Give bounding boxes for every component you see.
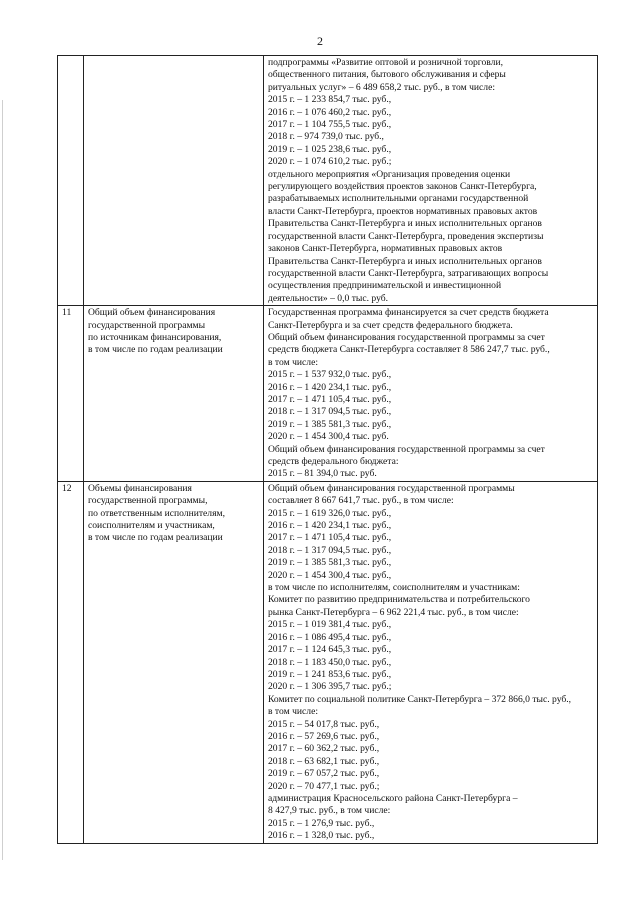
table-row: [58, 306, 598, 482]
content-line: в том числе:: [268, 356, 319, 368]
label-line: в том числе по годам реализации: [88, 532, 223, 544]
content-line: 2019 г. – 1 385 581,3 тыс. руб.,: [268, 557, 392, 569]
content-line: 2016 г. – 57 269,6 тыс. руб.,: [268, 730, 380, 742]
content-line: деятельности» – 0,0 тыс. руб.: [268, 292, 389, 304]
content-line: в том числе по исполнителям, соисполнителям и участникам:: [268, 582, 520, 594]
label-line: государственной программы,: [88, 495, 208, 507]
content-line: средств бюджета Санкт-Петербурга составляет 8 586 247,7 тыс. руб.,: [268, 344, 550, 356]
content-line: 2018 г. – 63 682,1 тыс. руб.,: [268, 755, 380, 767]
content-line: 2017 г. – 60 362,2 тыс. руб.,: [268, 743, 380, 755]
content-line: 2016 г. – 1 076 460,2 тыс. руб.,: [268, 106, 392, 118]
row-number: 12: [58, 481, 84, 843]
content-line: администрация Красносельского района Санкт-Петербурга –: [268, 792, 518, 804]
row-content: [264, 481, 598, 843]
label-line: соисполнителям и участникам,: [88, 520, 215, 532]
content-line: 2019 г. – 67 057,2 тыс. руб.,: [268, 768, 380, 780]
content-line: средств федерального бюджета:: [268, 456, 399, 467]
label-line: по источникам финансирования,: [88, 331, 222, 343]
content-line: 2015 г. – 54 017,8 тыс. руб.,: [268, 718, 380, 730]
content-line: 2020 г. – 1 454 300,4 тыс. руб.,: [268, 569, 392, 581]
content-line: 2017 г. – 1 124 645,3 тыс. руб.,: [268, 644, 392, 656]
row-label: [84, 481, 264, 843]
content-line: 2015 г. – 1 619 326,0 тыс. руб.,: [268, 507, 392, 519]
content-line: 2020 г. – 1 306 395,7 тыс. руб.;: [268, 681, 392, 693]
row-label: [84, 306, 264, 482]
content-line: 8 427,9 тыс. руб., в том числе:: [268, 805, 391, 817]
content-line: власти Санкт-Петербурга, проектов нормативных правовых актов: [268, 205, 538, 217]
content-line: государственной власти Санкт-Петербурга, проведения экспертизы: [268, 230, 544, 242]
content-line: 2016 г. – 1 420 234,1 тыс. руб.,: [268, 381, 392, 393]
row-number: [58, 56, 84, 306]
passport-table: [57, 55, 598, 844]
content-line: 2017 г. – 1 471 105,4 тыс. руб.,: [268, 393, 392, 405]
margin-line: [2, 100, 3, 860]
content-line: государственной власти Санкт-Петербурга, затрагивающих вопросы: [268, 267, 549, 279]
label-line: в том числе по годам реализации: [88, 344, 223, 356]
label-line: государственной программы: [88, 319, 206, 331]
page-number: 2: [317, 34, 323, 48]
content-line: 2019 г. – 1 241 853,6 тыс. руб.,: [268, 668, 392, 680]
content-line: 2015 г. – 81 394,0 тыс. руб.: [268, 468, 377, 480]
content-line: 2015 г. – 1 537 932,0 тыс. руб.,: [268, 369, 392, 381]
content-line: 2018 г. – 1 317 094,5 тыс. руб.,: [268, 406, 392, 418]
content-line: 2018 г. – 1 183 450,0 тыс. руб.,: [268, 656, 392, 668]
content-line: регулирующего воздействия проектов законов Санкт-Петербурга,: [268, 181, 537, 193]
label-line: по ответственным исполнителям,: [88, 507, 225, 519]
content-line: 2015 г. – 1 019 381,4 тыс. руб.,: [268, 619, 392, 631]
content-line: Комитет по социальной политике Санкт-Петербурга – 372 866,0 тыс. руб.,: [268, 693, 572, 705]
content-line: рынка Санкт-Петербурга – 6 962 221,4 тыс. руб., в том числе:: [268, 606, 519, 618]
content-line: Комитет по развитию предпринимательства и потребительского: [268, 594, 530, 606]
row-content: [264, 306, 598, 482]
content-line: 2019 г. – 1 385 581,3 тыс. руб.,: [268, 418, 392, 430]
content-line: отдельного мероприятия «Организация проведения оценки: [268, 168, 511, 180]
label-line: Общий объем финансирования: [88, 307, 216, 319]
content-line: Правительства Санкт-Петербурга и иных исполнительных органов: [268, 218, 542, 230]
row-number: 11: [58, 306, 84, 482]
content-line: разрабатываемых исполнительными органами государственной: [268, 193, 529, 205]
content-line: Общий объем финансирования государственной программы: [268, 482, 515, 494]
table-row: [58, 56, 598, 306]
content-line: в том числе:: [268, 706, 319, 718]
content-line: 2018 г. – 974 739,0 тыс. руб.,: [268, 131, 384, 143]
content-line: Санкт-Петербурга и за счет средств федерального бюджета.: [268, 319, 513, 331]
content-line: составляет 8 667 641,7 тыс. руб., в том числе:: [268, 495, 454, 507]
content-line: Государственная программа финансируется за счет средств бюджета: [268, 307, 549, 319]
content-line: Общий объем финансирования государственной программы за счет: [268, 443, 545, 455]
content-line: 2015 г. – 1 233 854,7 тыс. руб.,: [268, 94, 392, 106]
content-line: 2018 г. – 1 317 094,5 тыс. руб.,: [268, 544, 392, 556]
content-line: Общий объем финансирования государственной программы за счет: [268, 331, 545, 343]
content-line: 2017 г. – 1 471 105,4 тыс. руб.,: [268, 532, 392, 544]
content-line: подпрограммы «Развитие оптовой и розничной торговли,: [268, 57, 504, 68]
content-line: 2016 г. – 1 420 234,1 тыс. руб.,: [268, 520, 392, 532]
content-line: 2015 г. – 1 276,9 тыс. руб.,: [268, 817, 375, 829]
label-line: Объемы финансирования: [88, 482, 192, 494]
content-line: 2016 г. – 1 086 495,4 тыс. руб.,: [268, 631, 392, 643]
table-row: [58, 481, 598, 843]
content-line: 2019 г. – 1 025 238,6 тыс. руб.,: [268, 143, 392, 155]
row-content: [264, 56, 598, 306]
content-line: общественного питания, бытового обслуживания и сферы: [268, 69, 506, 81]
content-line: Правительства Санкт-Петербурга и иных исполнительных органов: [268, 255, 542, 267]
content-line: законов Санкт-Петербурга, нормативных правовых актов: [268, 243, 503, 255]
content-line: 2016 г. – 1 328,0 тыс. руб.,: [268, 830, 375, 842]
content-line: 2020 г. – 1 454 300,4 тыс. руб.: [268, 431, 389, 443]
content-line: 2020 г. – 70 477,1 тыс. руб.;: [268, 780, 380, 792]
content-line: 2017 г. – 1 104 755,5 тыс. руб.,: [268, 119, 392, 131]
content-line: ритуальных услуг» – 6 489 658,2 тыс. руб., в том числе:: [268, 81, 495, 93]
content-line: осуществления предпринимательской и инвестиционной: [268, 280, 502, 292]
content-line: 2020 г. – 1 074 610,2 тыс. руб.;: [268, 156, 392, 168]
row-label: [84, 56, 264, 306]
